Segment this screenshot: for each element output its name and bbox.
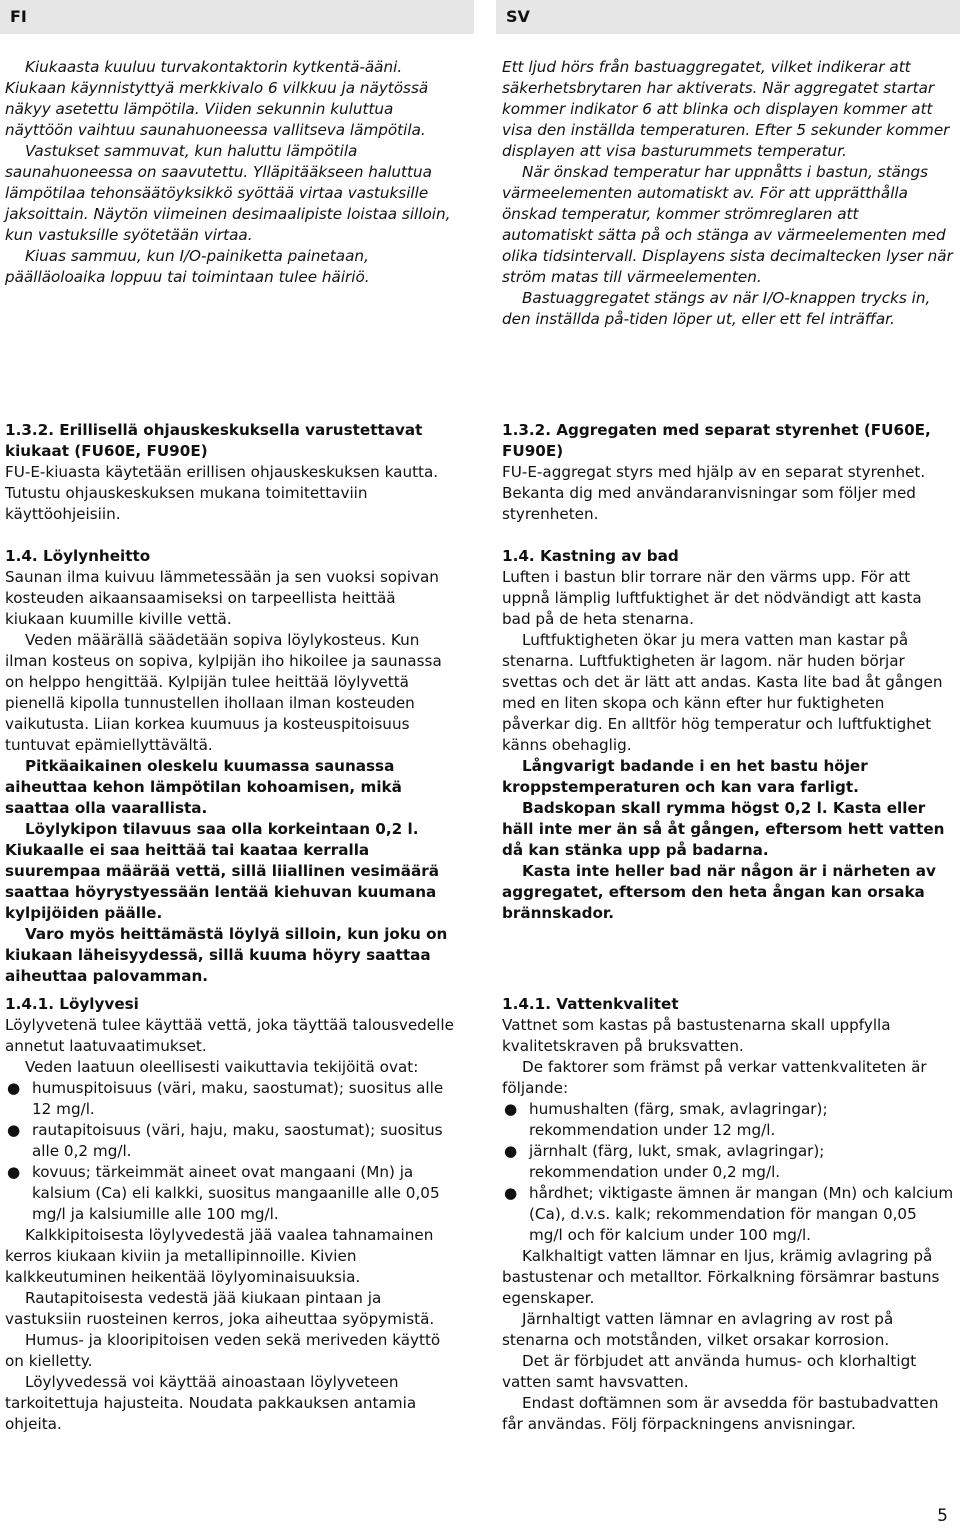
fi-bullet-list <box>5 1078 457 1225</box>
fi-paragraph: Rautapitoisesta vedestä jää kiukaan pintaan ja vastuksiin ruosteinen kerros, joka aiheuttaa syöpymistä. <box>5 1289 435 1328</box>
list-item: ● humushalten (färg, smak, avlagringar); rekommendation under 12 mg/l. <box>504 1100 828 1139</box>
fi-paragraph: Löylyvedessä voi käyttää ainoastaan löylyveteen tarkoitettuja hajusteita. Noudata pakkauksen antamia ohjeita. <box>5 1373 417 1433</box>
bullet-icon: ● <box>7 1163 21 1181</box>
fi-warning: Pitkäaikainen oleskelu kuumassa saunassa aiheuttaa kehon lämpötilan kohoamisen, mikä saattaa olla vaarallista. <box>5 757 402 817</box>
bullet-icon: ● <box>504 1184 518 1202</box>
sv-section-heading: 1.3.2. Aggregaten med separat styrenhet (FU60E, FU90E) <box>502 421 931 460</box>
fi-warning: Varo myös heittämästä löylyä silloin, kun joku on kiukaan läheisyydessä, sillä kuuma höyry saattaa aiheuttaa palovamman. <box>5 925 448 985</box>
sv-paragraph: Vattnet som kastas på bastustenarna skall uppfylla kvalitetskraven på bruksvatten. <box>502 1016 891 1055</box>
fi-intro-p1: Kiukaasta kuuluu turvakontaktorin kytkentä-ääni. Kiukaan käynnistyttyä merkkivalo 6 vilkkuu ja näytössä näkyy asetettu lämpötila. Viiden sekunnin kuluttua näyttöön vaihtuu saunahuoneessa vallitseva lämpötila. <box>5 58 429 139</box>
sv-intro-p1: Ett ljud hörs från bastuaggregatet, vilket indikerar att säkerhetsbrytaren har aktiverats. När aggregatet startar kommer indikator 6 att blinka och displayen kommer att visa den inställda temperaturen. Efter 5 sekunder kommer displayen att visa basturummets temperatur. <box>502 58 950 160</box>
sv-paragraph: Luften i bastun blir torrare när den värms upp. För att uppnå lämplig luftfuktighet är det nödvändigt att kasta bad på de heta stenarna. <box>502 568 922 628</box>
sv-intro-p2: När önskad temperatur har uppnåtts i bastun, stängs värmeelementen automatiskt av. För att upprätthålla önskad temperatur, kommer strömreglaren att automatiskt sätta på och stänga av värmeelementen med olika tidsintervall. Displayens sista decimaltecken lyser när ström matas till värmeelementen. <box>502 163 953 286</box>
list-item: ● hårdhet; viktigaste ämnen är mangan (Mn) och kalcium (Ca), d.v.s. kalk; rekommendation för mangan 0,05 mg/l och för kalcium under 100 mg/l. <box>504 1184 954 1244</box>
fi-language-tab <box>0 0 474 34</box>
fi-section-1-3-2 <box>5 420 457 525</box>
sv-section-heading: 1.4.1. Vattenkvalitet <box>502 995 679 1013</box>
list-item: ● rautapitoisuus (väri, haju, maku, saostumat); suositus alle 0,2 mg/l. <box>7 1121 443 1160</box>
sv-bullet-list <box>502 1099 954 1246</box>
fi-section-heading: 1.4.1. Löylyvesi <box>5 995 139 1013</box>
bullet-icon: ● <box>7 1079 21 1097</box>
fi-paragraph: Löylyvetenä tulee käyttää vettä, joka täyttää talousvedelle annetut laatuvaatimukset. <box>5 1016 454 1055</box>
sv-section-text: FU-E-aggregat styrs med hjälp av en separat styrenhet. Bekanta dig med användaranvisningar som följer med styrenheten. <box>502 463 926 523</box>
fi-warning: Löylykipon tilavuus saa olla korkeintaan 0,2 l. Kiukaalle ei saa heittää tai kaataa kerralla suurempaa määrää vettä, sillä liiallinen vesimäärä saattaa höyrystyessään lentää kiehuvan kuumana kylpijöiden päälle. <box>5 820 439 922</box>
fi-paragraph: Veden laatuun oleellisesti vaikuttavia tekijöitä ovat: <box>25 1058 419 1076</box>
fi-paragraph: Kalkkipitoisesta löylyvedestä jää vaalea tahnamainen kerros kiukaan kiviin ja metallipinnoille. Kivien kalkkeutuminen heikentää löylyominaisuuksia. <box>5 1226 434 1286</box>
list-item: ● kovuus; tärkeimmät aineet ovat mangaani (Mn) ja kalsium (Ca) eli kalkki, suositus mangaanille alle 0,05 mg/l ja kalsiumille alle 100 mg/l. <box>7 1163 440 1223</box>
fi-section-heading: 1.4. Löylynheitto <box>5 547 151 565</box>
sv-language-label: SV <box>506 7 530 26</box>
fi-section-text: FU-E-kiuasta käytetään erillisen ohjauskeskuksen kautta. Tutustu ohjauskeskuksen mukana toimitettaviin käyttöohjeisiin. <box>5 463 439 523</box>
fi-intro-p2: Vastukset sammuvat, kun haluttu lämpötila saunahuoneessa on saavutettu. Ylläpitääkseen haluttua lämpötilaa tehonsäätöyksikkö syöttää virtaa vastuksille jaksoittain. Näytön viimeinen desimaalipiste loistaa silloin, kun vastuksille syötetään virtaa. <box>5 142 451 244</box>
fi-paragraph: Veden määrällä säädetään sopiva löylykosteus. Kun ilman kosteus on sopiva, kylpijän iho hikoilee ja saunassa on helppo hengittää. Kylpijän tulee heittää löylyvettä pienellä kipolla tunnustellen ihollaan ilman kosteuden vaikutusta. Liian korkea kuumuus ja kosteuspitoisuus tuntuvat epämiellyttävältä. <box>5 631 442 754</box>
sv-language-tab <box>496 0 960 34</box>
sv-paragraph: Endast doftämnen som är avsedda för bastubadvatten får användas. Följ förpackningens anvisningar. <box>502 1394 939 1433</box>
sv-paragraph: Det är förbjudet att använda humus- och klorhaltigt vatten samt havsvatten. <box>502 1352 917 1391</box>
sv-warning: Långvarigt badande i en het bastu höjer kroppstemperaturen och kan vara farligt. <box>502 757 868 796</box>
sv-warning: Badskopan skall rymma högst 0,2 l. Kasta eller häll inte mer än så åt gången, eftersom hett vatten då kan stänka upp på badarna. <box>502 799 945 859</box>
fi-paragraph: Saunan ilma kuivuu lämmetessään ja sen vuoksi sopivan kosteuden aikaansaamiseksi on tarpeellista heittää kiukaan kuumille kiville vettä. <box>5 568 439 628</box>
sv-paragraph: Järnhaltigt vatten lämnar en avlagring av rost på stenarna och motstånden, vilket orsakar korrosion. <box>502 1310 894 1349</box>
fi-intro-p3: Kiuas sammuu, kun I/O-painiketta painetaan, päälläoloaika loppuu tai toimintaan tulee häiriö. <box>5 247 370 286</box>
sv-paragraph: Kalkhaltigt vatten lämnar en ljus, krämig avlagring på bastustenar och metalltor. Förkalkning försämrar bastuns egenskaper. <box>502 1247 940 1307</box>
fi-language-label: FI <box>10 7 27 26</box>
bullet-icon: ● <box>504 1142 518 1160</box>
sv-section-1-4 <box>502 546 954 924</box>
fi-section-1-4-1 <box>5 994 457 1435</box>
fi-section-1-4 <box>5 546 457 987</box>
sv-paragraph: De faktorer som främst på verkar vattenkvaliteten är följande: <box>502 1058 927 1097</box>
sv-warning: Kasta inte heller bad när någon är i närheten av aggregatet, eftersom den heta ångan kan orsaka brännskador. <box>502 862 936 922</box>
sv-intro-p3: Bastuaggregatet stängs av när I/O-knappen trycks in, den inställda på-tiden löper ut, eller ett fel inträffar. <box>502 289 931 328</box>
sv-intro <box>502 57 954 330</box>
sv-paragraph: Luftfuktigheten ökar ju mera vatten man kastar på stenarna. Luftfuktigheten är lagom. när huden börjar svettas och det är lätt att andas. Kasta lite bad åt gången med en liten skopa och känn efter hur fuktigheten påverkar dig. En alltför hög temperatur och luftfuktighet känns obehaglig. <box>502 631 943 754</box>
fi-section-heading: 1.3.2. Erillisellä ohjauskeskuksella varustettavat kiukaat (FU60E, FU90E) <box>5 421 423 460</box>
fi-intro <box>5 57 457 288</box>
list-item: ● humuspitoisuus (väri, maku, saostumat); suositus alle 12 mg/l. <box>7 1079 444 1118</box>
page-number: 5 <box>937 1506 948 1526</box>
sv-section-1-3-2 <box>502 420 954 525</box>
bullet-icon: ● <box>504 1100 518 1118</box>
bullet-icon: ● <box>7 1121 21 1139</box>
sv-section-heading: 1.4. Kastning av bad <box>502 547 679 565</box>
fi-paragraph: Humus- ja klooripitoisen veden sekä meriveden käyttö on kielletty. <box>5 1331 441 1370</box>
list-item: ● järnhalt (färg, lukt, smak, avlagringar); rekommendation under 0,2 mg/l. <box>504 1142 825 1181</box>
sv-section-1-4-1 <box>502 994 954 1435</box>
